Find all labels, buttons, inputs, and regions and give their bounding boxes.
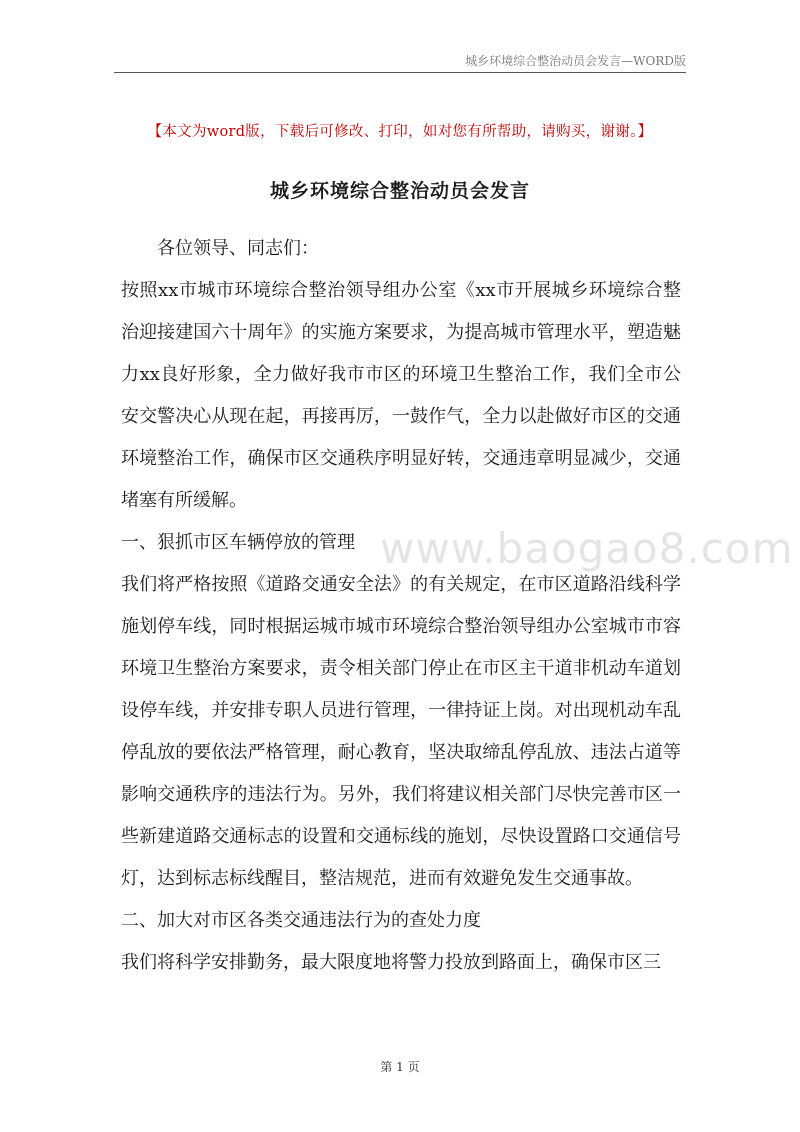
page-number: 第 1 页 — [380, 1060, 420, 1074]
document-body — [121, 228, 681, 984]
section-heading-1: 一、狠抓市区车辆停放的管理 — [121, 532, 355, 553]
paragraph-intro: 按照xx市城市环境综合整治领导组办公室《xx市开展城乡环境综合整治迎接建国六十周年》的实施方案要求，为提高城市管理水平，塑造魅力xx良好形象，全力做好我市市区的环境卫生整治工作，我们全市公安交警决心从现在起，再接再厉，一鼓作气，全力以赴做好市区的交通环境整治工作，确保市区交通秩序明显好转，交通违章明显减少，交通堵塞有所缓解。 — [121, 280, 681, 511]
document-title: 城乡环境综合整治动员会发言 — [269, 180, 530, 202]
watermark: www.baogao8.com — [380, 524, 794, 573]
paragraph-section-1: 我们将严格按照《道路交通安全法》的有关规定，在市区道路沿线科学施划停车线，同时根据运城市城市环境综合整治领导组办公室城市市容环境卫生整治方案要求，责令相关部门停止在市区主干道非机动车道划设停车线，并安排专职人员进行管理，一律持证上岗。对出现机动车乱停乱放的要依法严格管理，耐心教育，坚决取缔乱停乱放、违法占道等影响交通秩序的违法行为。另外，我们将建议相关部门尽快完善市区一些新建道路交通标志的设置和交通标线的施划，尽快设置路口交通信号灯，达到标志标线醒目，整洁规范，进而有效避免发生交通事故。 — [121, 574, 681, 889]
section-heading-2: 二、加大对市区各类交通违法行为的查处力度 — [121, 910, 481, 931]
salutation: 各位领导、同志们： — [157, 238, 319, 259]
purchase-notice: 【本文为word版，下载后可修改、打印，如对您有所帮助，请购买，谢谢。】 — [147, 124, 653, 140]
page-header — [114, 48, 686, 73]
paragraph-section-2: 我们将科学安排勤务，最大限度地将警力投放到路面上，确保市区三 — [121, 952, 661, 973]
header-title: 城乡环境综合整治动员会发言—WORD版 — [465, 54, 686, 68]
